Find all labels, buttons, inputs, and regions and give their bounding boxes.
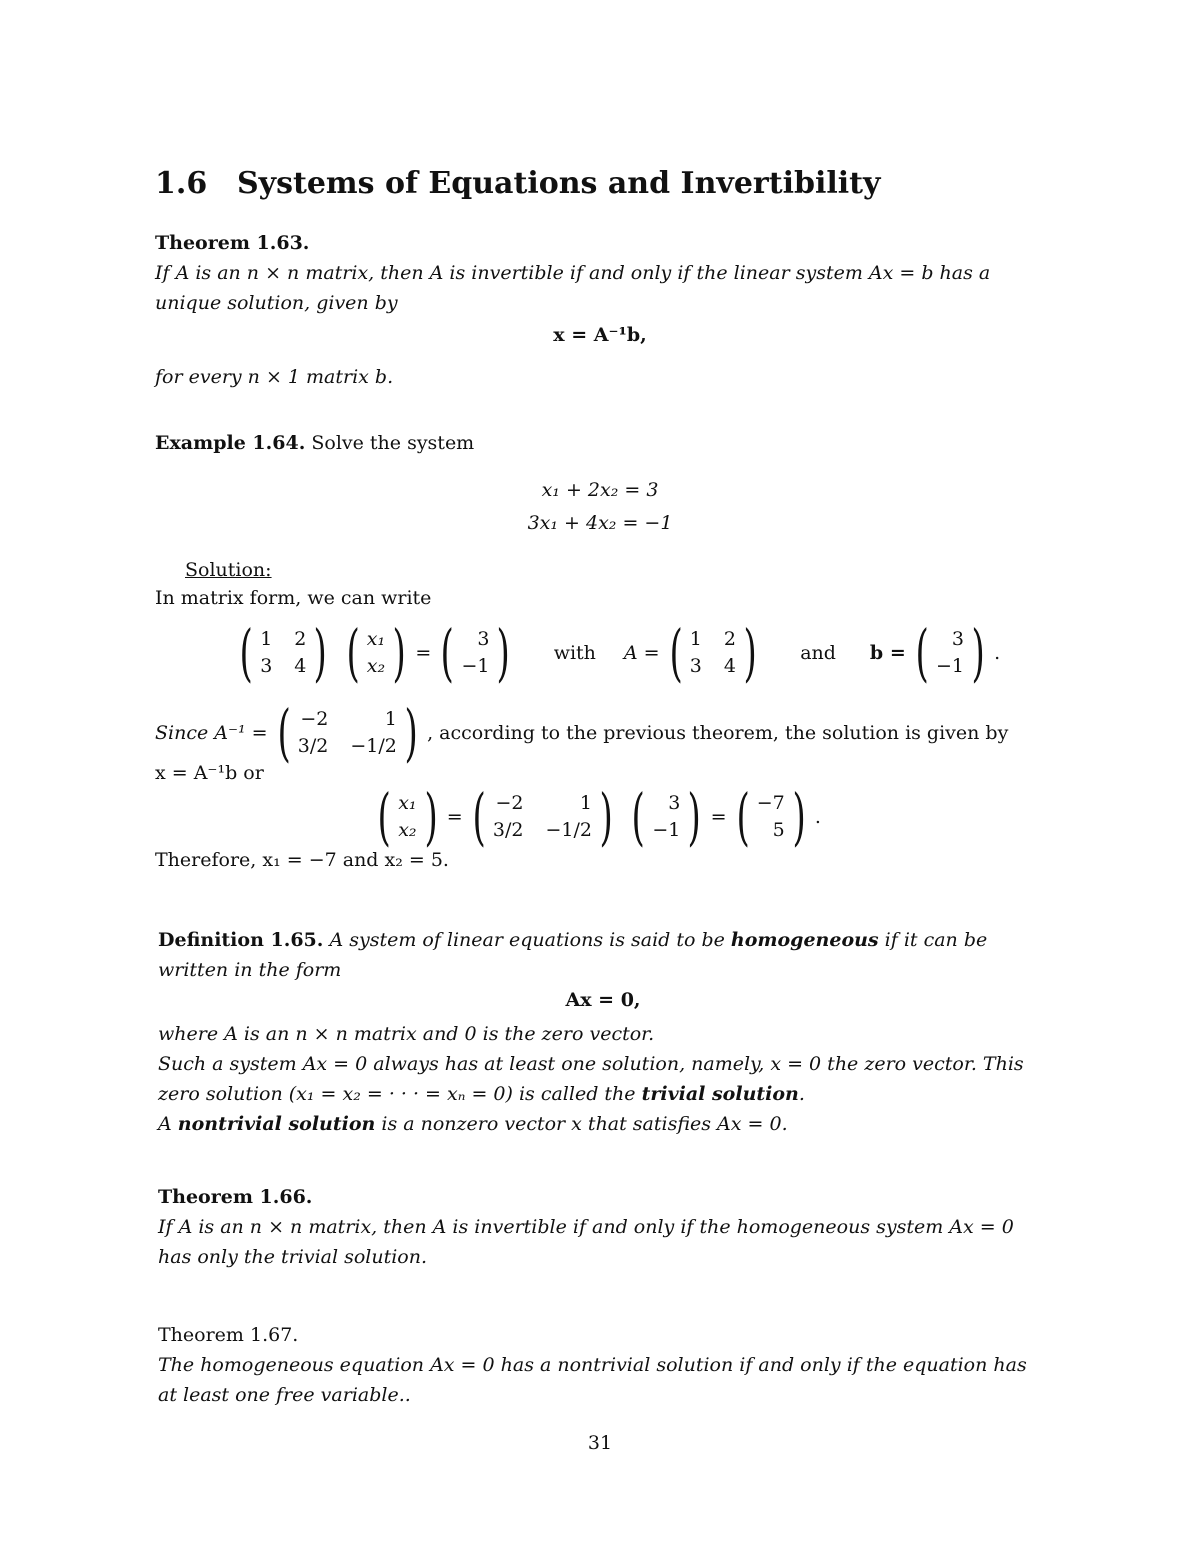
matrix-A-inverse-2: ( −2 1 3/2 −1/2 ) [472,780,613,853]
since-continued: , according to the previous theorem, the solution is given by [427,722,1009,744]
conclusion-line [155,845,1045,875]
theorem-text: If A is an n × n matrix, then A is invertible if and only if the homogeneous system Ax = 0 has only the trivial solution. [158,1216,1014,1268]
system-equations [155,474,1045,540]
definition-text-4a: A [158,1113,178,1135]
theorem-text: The homogeneous equation Ax = 0 has a nontrivial solution if and only if the equation has at least one free variable.. [158,1354,1027,1406]
section-number: 1.6 [155,166,208,201]
matrix-equation [230,616,1001,689]
example-label: Example 1.64. [155,432,306,454]
vector-b-2: ( 3 −1 ) [631,780,702,853]
vector-b-repeat: ( 3 −1 ) [915,616,985,689]
theorem-1-67 [158,1320,1048,1410]
period-2: . [814,806,821,828]
matrix-A-inverse: ( −2 1 3/2 −1/2 ) [277,696,418,769]
b-equals: b = [869,642,906,664]
period: . [994,642,1001,664]
vector-x-result: ( x₁ x₂ ) [377,780,438,853]
definition-text-1c: if it can be written in the form [158,929,988,981]
theorem-1-66 [158,1182,1048,1272]
equation-2: 3x₁ + 4x₂ = −1 [527,512,673,534]
matrix-A: ( 1 2 3 4 ) [239,616,328,689]
definition-term-homogeneous: homogeneous [730,929,879,951]
since-text: Since A⁻¹ = [155,722,268,744]
definition-text-3c: . [798,1083,805,1105]
definition-text-3: Such a system Ax = 0 always has at least one solution, namely, x = 0 the zero vector. This zero solution (x₁ = x₂ = · · · = xₙ = 0) is called the [158,1053,1024,1105]
page-number: 31 [587,1432,613,1454]
section-heading [155,166,1045,201]
definition-text-1: A system of linear equations is said to be [323,929,731,951]
theorem-label: Theorem 1.66. [158,1186,313,1208]
vector-x: ( x₁ x₂ ) [346,616,406,689]
equation-1: x₁ + 2x₂ = 3 [541,479,659,501]
inverse-line [155,696,1009,769]
section-title: Systems of Equations and Invertibility [237,166,881,201]
solution-line-1 [155,583,1045,613]
definition-term-nontrivial: nontrivial solution [177,1113,376,1135]
example-text: Solve the system [305,432,475,454]
equals-sign-2: = [446,806,463,828]
and-text: and [800,642,836,664]
vector-result: ( −7 5 ) [735,780,806,853]
theorem-label: Theorem 1.63. [155,232,310,254]
solution-label-wrap [185,555,1075,585]
theorem-text-cont: for every n × 1 matrix b. [155,366,394,388]
matrix-A-repeat: ( 1 2 3 4 ) [669,616,757,689]
definition-text-4c: is a nonzero vector x that satisfies Ax = 0. [375,1113,788,1135]
equals-sign-3: = [710,806,727,828]
x-equals-text: x = A⁻¹b or [155,762,264,784]
with-text: with [553,642,596,664]
theorem-formula: x = A⁻¹b, [553,324,647,346]
solution-intro: In matrix form, we can write [155,587,432,609]
A-equals: A = [623,642,660,664]
vector-b: ( 3 −1 ) [440,616,511,689]
solution-label: Solution: [185,559,272,581]
conclusion-text: Therefore, x₁ = −7 and x₂ = 5. [155,849,449,871]
definition-term-trivial: trivial solution [641,1083,799,1105]
solution-computation [368,780,821,853]
example-1-64 [155,428,1045,458]
theorem-1-63 [155,228,1045,392]
definition-1-65 [158,925,1048,1139]
definition-formula: Ax = 0, [565,989,641,1011]
theorem-text: If A is an n × n matrix, then A is invertible if and only if the linear system Ax = b has a unique solution, given by [155,262,991,314]
equals-sign: = [415,642,432,664]
theorem-label: Theorem 1.67. [158,1324,299,1346]
definition-text-2: where A is an n × n matrix and 0 is the zero vector. [158,1023,655,1045]
definition-label: Definition 1.65. [158,929,324,951]
